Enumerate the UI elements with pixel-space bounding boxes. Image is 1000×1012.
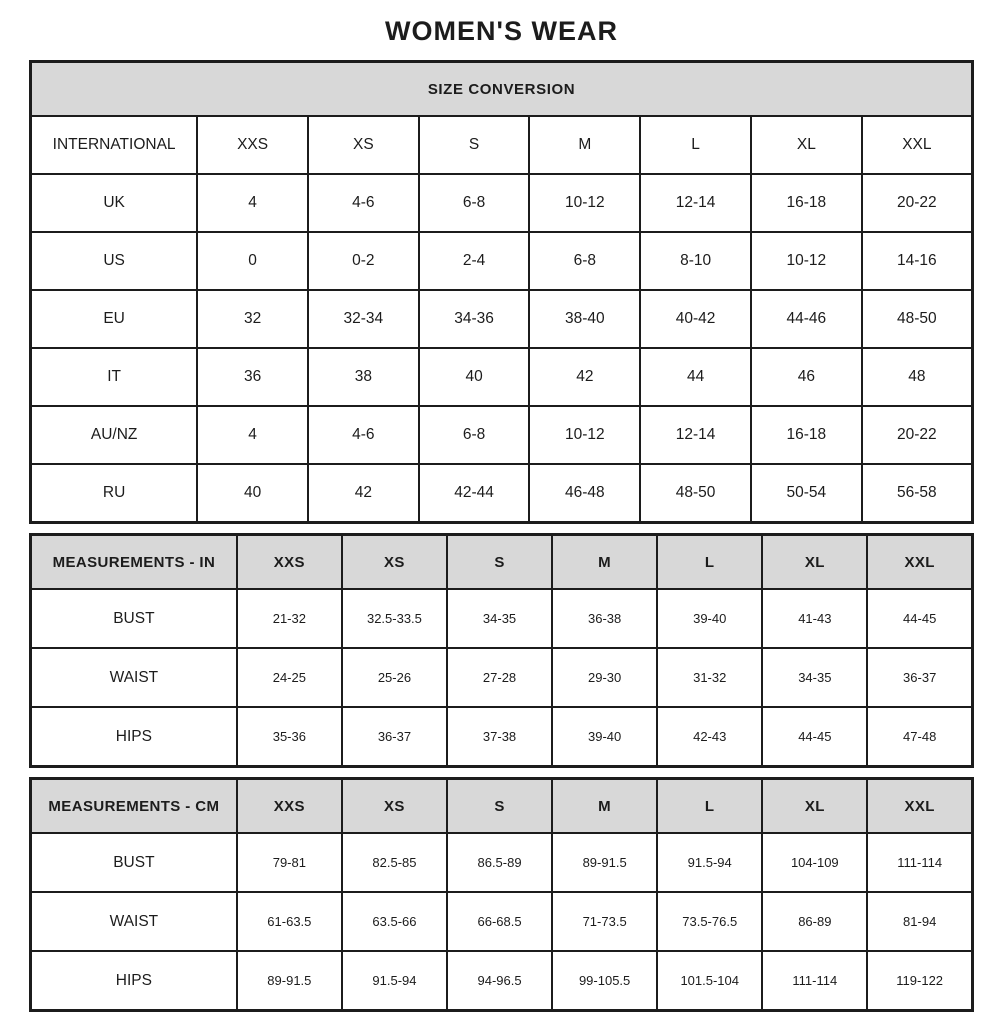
value-cell: 16-18	[751, 174, 862, 232]
size-column-label: S	[419, 116, 530, 174]
table-row	[31, 892, 973, 951]
value-cell: 40	[419, 348, 530, 406]
row-label: US	[31, 232, 198, 290]
table-row	[31, 348, 973, 406]
value-cell: 40-42	[640, 290, 751, 348]
table-row	[31, 406, 973, 464]
size-column-label: XS	[342, 779, 447, 834]
row-label: RU	[31, 464, 198, 523]
size-conversion-body	[31, 116, 973, 523]
size-column-label: S	[447, 779, 552, 834]
row-label: EU	[31, 290, 198, 348]
value-cell: 42-44	[419, 464, 530, 523]
measurements-in-body	[31, 589, 973, 767]
measurements-cm-table	[29, 777, 974, 1012]
measurements-in-table	[29, 533, 974, 768]
value-cell: 34-36	[419, 290, 530, 348]
value-cell: 44-46	[751, 290, 862, 348]
value-cell: 86-89	[762, 892, 867, 951]
measurements-header: MEASUREMENTS - IN	[31, 535, 237, 590]
size-column-label: M	[552, 535, 657, 590]
value-cell: 44-45	[762, 707, 867, 767]
size-column-label: XL	[762, 779, 867, 834]
value-cell: 24-25	[237, 648, 342, 707]
value-cell: 37-38	[447, 707, 552, 767]
value-cell: 6-8	[419, 406, 530, 464]
value-cell: 10-12	[751, 232, 862, 290]
value-cell: 61-63.5	[237, 892, 342, 951]
value-cell: 111-114	[762, 951, 867, 1011]
value-cell: 119-122	[867, 951, 972, 1011]
row-label: HIPS	[31, 951, 237, 1011]
value-cell: 4	[197, 174, 308, 232]
value-cell: 94-96.5	[447, 951, 552, 1011]
row-label: WAIST	[31, 648, 237, 707]
size-column-label: S	[447, 535, 552, 590]
value-cell: 44	[640, 348, 751, 406]
value-cell: 89-91.5	[552, 833, 657, 892]
value-cell: 31-32	[657, 648, 762, 707]
measurements-in-header-row	[31, 535, 973, 590]
row-label: HIPS	[31, 707, 237, 767]
value-cell: 82.5-85	[342, 833, 447, 892]
table-row	[31, 833, 973, 892]
value-cell: 29-30	[552, 648, 657, 707]
value-cell: 27-28	[447, 648, 552, 707]
value-cell: 21-32	[237, 589, 342, 648]
value-cell: 16-18	[751, 406, 862, 464]
table-row	[31, 290, 973, 348]
value-cell: 0	[197, 232, 308, 290]
row-label: BUST	[31, 589, 237, 648]
value-cell: 36	[197, 348, 308, 406]
value-cell: 66-68.5	[447, 892, 552, 951]
size-column-label: XXS	[237, 535, 342, 590]
value-cell: 41-43	[762, 589, 867, 648]
value-cell: 20-22	[862, 174, 973, 232]
size-column-label: L	[640, 116, 751, 174]
size-column-label: XXS	[237, 779, 342, 834]
value-cell: 10-12	[529, 406, 640, 464]
value-cell: 89-91.5	[237, 951, 342, 1011]
value-cell: 0-2	[308, 232, 419, 290]
value-cell: 8-10	[640, 232, 751, 290]
table-row	[31, 174, 973, 232]
row-label: BUST	[31, 833, 237, 892]
table-row	[31, 707, 973, 767]
size-conversion-table	[29, 60, 974, 524]
value-cell: 63.5-66	[342, 892, 447, 951]
value-cell: 111-114	[867, 833, 972, 892]
row-label: INTERNATIONAL	[31, 116, 198, 174]
value-cell: 32-34	[308, 290, 419, 348]
value-cell: 36-38	[552, 589, 657, 648]
value-cell: 4-6	[308, 174, 419, 232]
table-row	[31, 464, 973, 523]
row-label: WAIST	[31, 892, 237, 951]
size-column-label: XL	[751, 116, 862, 174]
value-cell: 48-50	[640, 464, 751, 523]
value-cell: 32	[197, 290, 308, 348]
value-cell: 4-6	[308, 406, 419, 464]
value-cell: 34-35	[447, 589, 552, 648]
value-cell: 73.5-76.5	[657, 892, 762, 951]
value-cell: 40	[197, 464, 308, 523]
international-row	[31, 116, 973, 174]
value-cell: 38-40	[529, 290, 640, 348]
size-column-label: XS	[342, 535, 447, 590]
measurements-cm-header-row	[31, 779, 973, 834]
page-title: WOMEN'S WEAR	[385, 16, 618, 46]
value-cell: 44-45	[867, 589, 972, 648]
value-cell: 86.5-89	[447, 833, 552, 892]
value-cell: 32.5-33.5	[342, 589, 447, 648]
measurements-cm-body	[31, 833, 973, 1011]
value-cell: 46	[751, 348, 862, 406]
value-cell: 14-16	[862, 232, 973, 290]
value-cell: 34-35	[762, 648, 867, 707]
value-cell: 56-58	[862, 464, 973, 523]
value-cell: 39-40	[552, 707, 657, 767]
value-cell: 2-4	[419, 232, 530, 290]
value-cell: 91.5-94	[657, 833, 762, 892]
size-column-label: XL	[762, 535, 867, 590]
value-cell: 25-26	[342, 648, 447, 707]
value-cell: 79-81	[237, 833, 342, 892]
size-column-label: L	[657, 535, 762, 590]
value-cell: 71-73.5	[552, 892, 657, 951]
row-label: AU/NZ	[31, 406, 198, 464]
table-row	[31, 648, 973, 707]
table-row	[31, 589, 973, 648]
value-cell: 4	[197, 406, 308, 464]
value-cell: 6-8	[529, 232, 640, 290]
value-cell: 47-48	[867, 707, 972, 767]
value-cell: 50-54	[751, 464, 862, 523]
size-column-label: XXL	[867, 779, 972, 834]
value-cell: 48	[862, 348, 973, 406]
size-column-label: XS	[308, 116, 419, 174]
row-label: UK	[31, 174, 198, 232]
value-cell: 38	[308, 348, 419, 406]
value-cell: 36-37	[867, 648, 972, 707]
value-cell: 42-43	[657, 707, 762, 767]
value-cell: 81-94	[867, 892, 972, 951]
size-column-label: XXL	[862, 116, 973, 174]
value-cell: 20-22	[862, 406, 973, 464]
size-column-label: M	[529, 116, 640, 174]
value-cell: 91.5-94	[342, 951, 447, 1011]
value-cell: 42	[529, 348, 640, 406]
size-column-label: XXS	[197, 116, 308, 174]
value-cell: 104-109	[762, 833, 867, 892]
table-row	[31, 951, 973, 1011]
value-cell: 99-105.5	[552, 951, 657, 1011]
size-conversion-header-row	[31, 62, 973, 117]
size-column-label: L	[657, 779, 762, 834]
value-cell: 6-8	[419, 174, 530, 232]
size-conversion-title: SIZE CONVERSION	[31, 62, 973, 117]
value-cell: 48-50	[862, 290, 973, 348]
value-cell: 46-48	[529, 464, 640, 523]
size-column-label: XXL	[867, 535, 972, 590]
value-cell: 36-37	[342, 707, 447, 767]
measurements-header: MEASUREMENTS - CM	[31, 779, 237, 834]
size-column-label: M	[552, 779, 657, 834]
row-label: IT	[31, 348, 198, 406]
value-cell: 42	[308, 464, 419, 523]
table-row	[31, 232, 973, 290]
value-cell: 35-36	[237, 707, 342, 767]
value-cell: 39-40	[657, 589, 762, 648]
value-cell: 12-14	[640, 174, 751, 232]
value-cell: 10-12	[529, 174, 640, 232]
value-cell: 101.5-104	[657, 951, 762, 1011]
value-cell: 12-14	[640, 406, 751, 464]
